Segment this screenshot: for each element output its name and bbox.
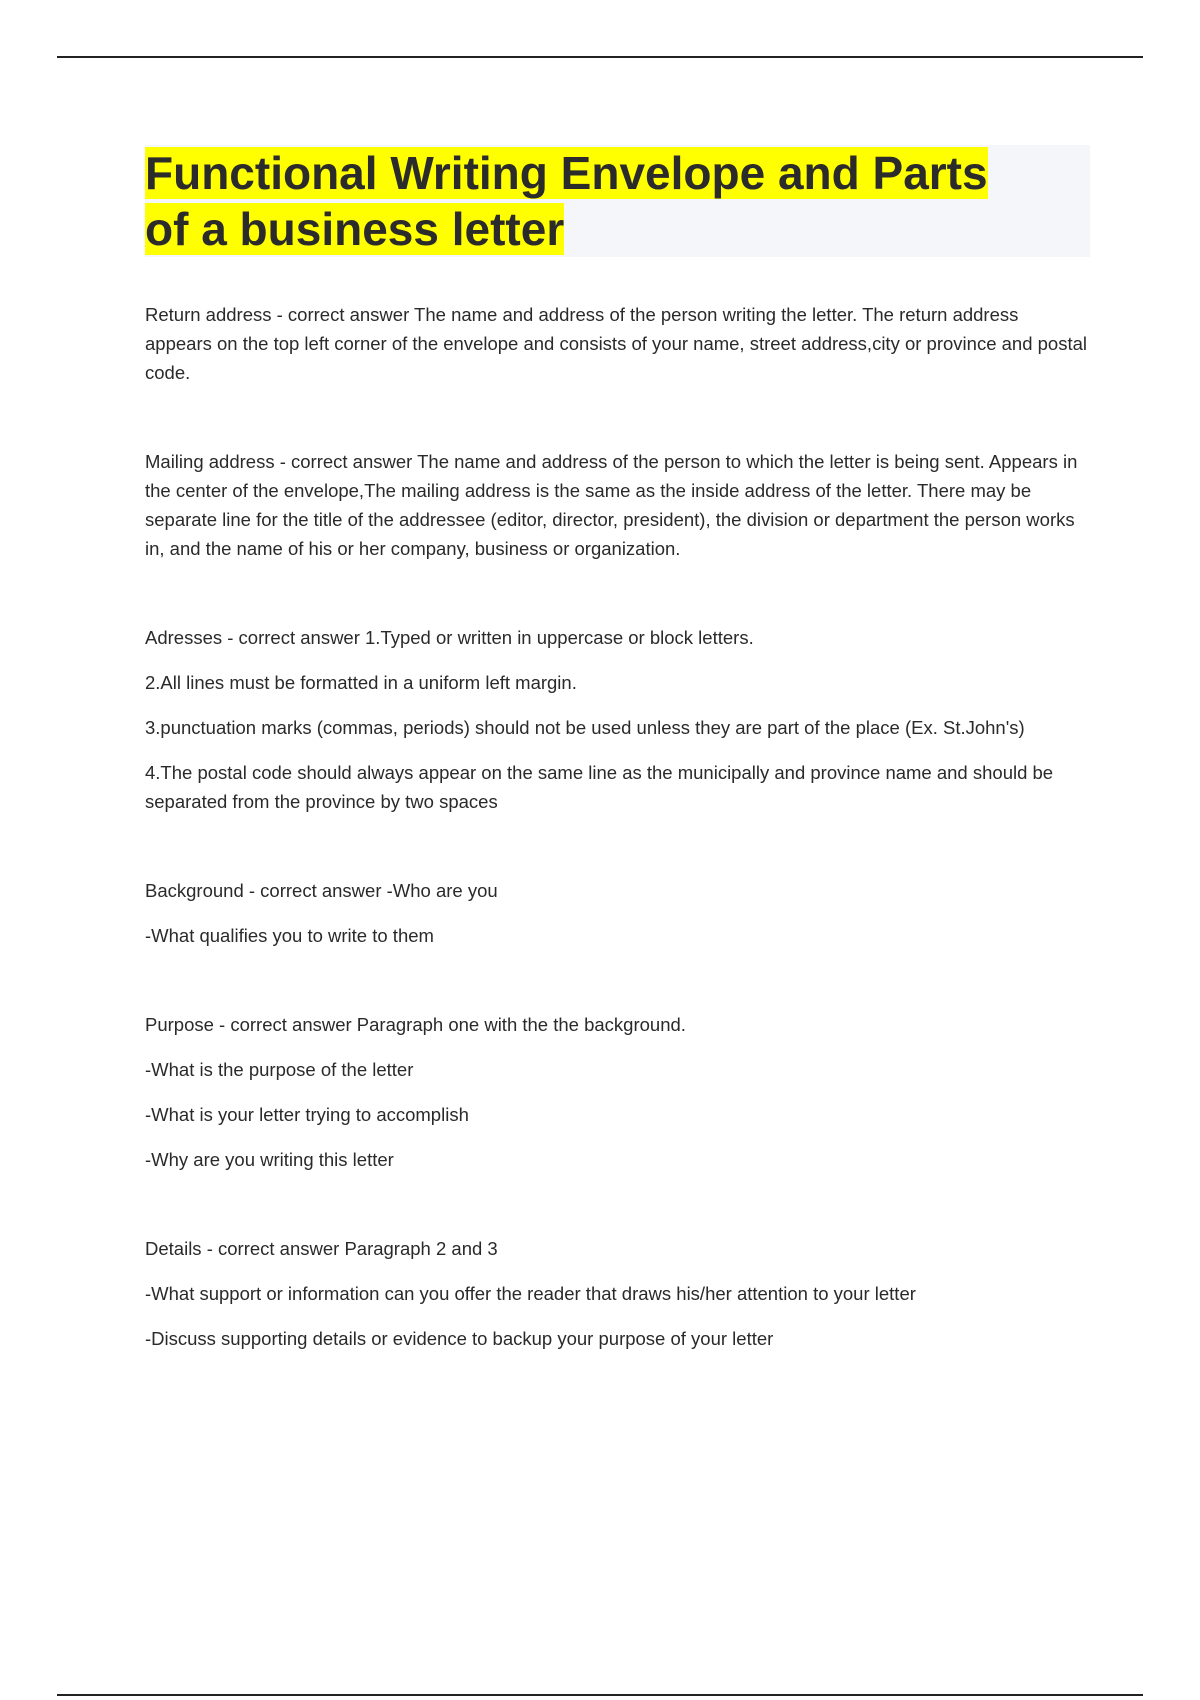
entry-paragraph: Adresses - correct answer 1.Typed or written in uppercase or block letters. <box>145 627 754 648</box>
title-line-2: of a business letter <box>145 203 565 255</box>
entry-paragraph: Purpose - correct answer Paragraph one with the the background. <box>145 1014 686 1035</box>
entry-paragraph: 2.All lines must be formatted in a uniform left margin. <box>145 672 577 693</box>
entry-paragraph: -What is your letter trying to accomplish <box>145 1104 469 1125</box>
title-line-1: Functional Writing Envelope and Parts <box>145 147 988 199</box>
entry-return-address <box>145 300 1090 387</box>
entry-paragraph: -Discuss supporting details or evidence to backup your purpose of your letter <box>145 1328 774 1349</box>
entry-paragraph: -What support or information can you offer the reader that draws his/her attention to your letter <box>145 1283 916 1304</box>
entry-purpose <box>145 1010 1090 1174</box>
page-title <box>145 145 1090 257</box>
entry-paragraph: 4.The postal code should always appear on the same line as the municipally and province name and should be separated from the province by two spaces <box>145 762 1054 812</box>
entry-mailing-address <box>145 447 1090 563</box>
entry-paragraph: Background - correct answer -Who are you <box>145 880 498 901</box>
entry-paragraph: Mailing address - correct answer The name and address of the person to which the letter is being sent. Appears in the center of the envelope,The mailing address is the same as the inside address of the letter. There may be separate line for the title of the addressee (editor, director, president), the division or department the person works in, and the name of his or her company, business or organization. <box>145 451 1078 559</box>
entry-paragraph: -What is the purpose of the letter <box>145 1059 414 1080</box>
entry-paragraph: -Why are you writing this letter <box>145 1149 394 1170</box>
entry-details <box>145 1234 1090 1353</box>
entry-paragraph: Return address - correct answer The name and address of the person writing the letter. The return address appears on the top left corner of the envelope and consists of your name, street address,city or province and postal code. <box>145 304 1087 383</box>
entry-paragraph: -What qualifies you to write to them <box>145 925 434 946</box>
entry-paragraph: 3.punctuation marks (commas, periods) should not be used unless they are part of the place (Ex. St.John's) <box>145 717 1025 738</box>
top-rule <box>57 56 1143 58</box>
document-body <box>145 300 1090 1413</box>
bottom-rule <box>57 1694 1143 1696</box>
entry-adresses <box>145 623 1090 816</box>
title-block <box>145 145 1090 257</box>
entry-paragraph: Details - correct answer Paragraph 2 and 3 <box>145 1238 498 1259</box>
entry-background <box>145 876 1090 950</box>
